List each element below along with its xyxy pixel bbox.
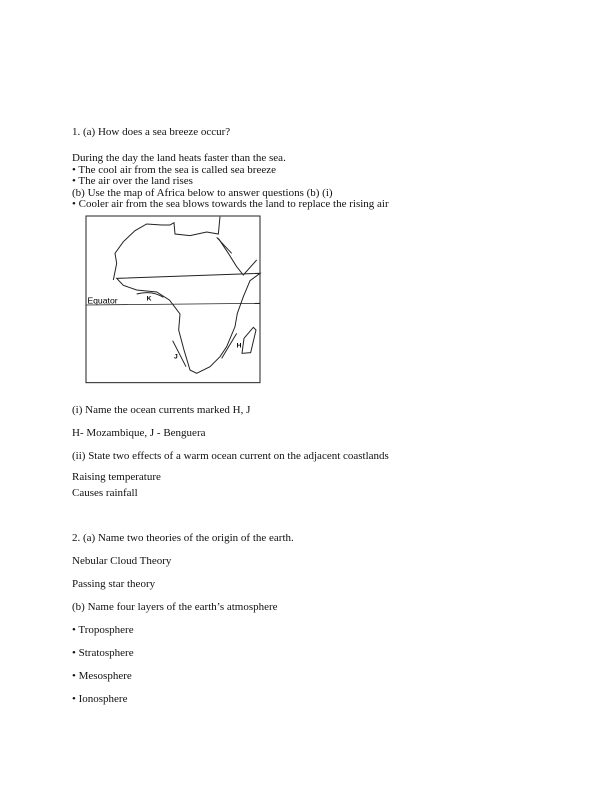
question-b-ii: (ii) State two effects of a warm ocean current on the adjacent coastlands [72,450,389,462]
africa-map [80,210,270,390]
bullet: • Ionosphere [72,693,128,705]
bullet: • Cooler air from the sea blows towards the land to replace the rising air [72,198,389,210]
africa-outline [113,217,260,374]
question-2b: (b) Name four layers of the earth’s atmosphere [72,601,278,613]
bullet: • The air over the land rises [72,175,193,187]
answer-line: H- Mozambique, J - Benguera [72,427,206,439]
answer-line: Nebular Cloud Theory [72,555,172,567]
answer-line: During the day the land heats faster than the sea. [72,152,286,164]
equator-label: Equator [87,295,118,306]
label-k: K [146,295,152,303]
answer-line: Passing star theory [72,578,156,590]
label-j: J [174,353,178,361]
bullet: • Troposphere [72,624,134,636]
bullet: • Mesosphere [72,670,132,682]
question-2a: 2. (a) Name two theories of the origin of the earth. [72,532,294,544]
bullet: • Stratosphere [72,647,134,659]
question-1a: 1. (a) How does a sea breeze occur? [72,126,231,138]
current-h-arrow [222,333,237,358]
answer-line: Causes rainfall [72,487,138,499]
answer-line: Raising temperature [72,471,161,483]
red-sea-arrow [217,237,232,253]
question-1b: (b) Use the map of Africa below to answer questions (b) (i) [72,187,333,199]
label-h: H [236,342,242,350]
question-b-i: (i) Name the ocean currents marked H, J [72,404,251,416]
madagascar [242,327,256,353]
bullet: • The cool air from the sea is called sea breeze [72,164,276,176]
